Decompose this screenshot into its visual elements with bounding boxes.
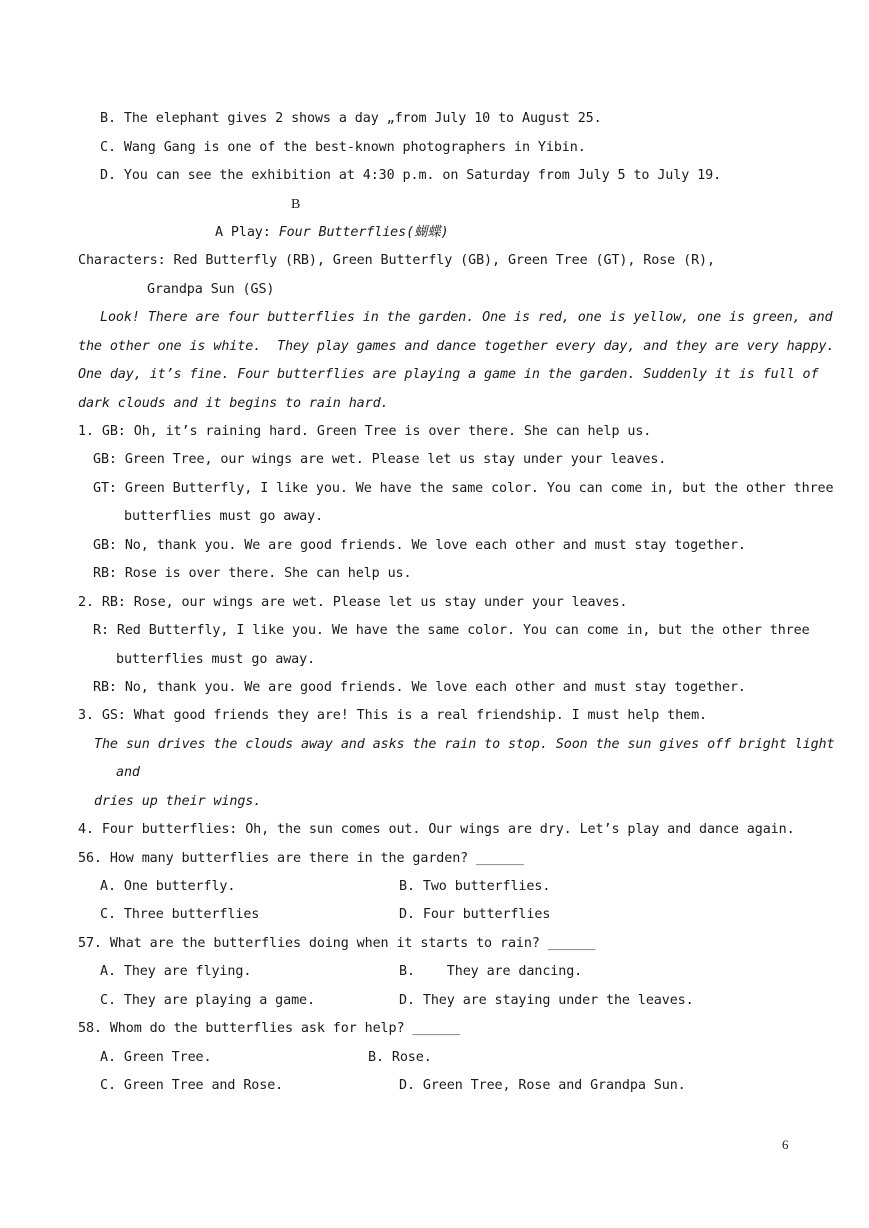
play-prefix: A Play: <box>215 225 279 240</box>
dialogue-line: 4. Four butterflies: Oh, the sun comes out. Our wings are dry. Let’s play and dance again. <box>78 822 795 837</box>
dialogue-line: GB: No, thank you. We are good friends. We love each other and must stay together. <box>93 538 746 553</box>
intro-line: Look! There are four butterflies in the garden. One is red, one is yellow, one is green, and <box>100 310 833 325</box>
characters-line-2: Grandpa Sun (GS) <box>147 282 275 297</box>
dialogue-line: R: Red Butterfly, I like you. We have the same color. You can come in, but the other three <box>93 623 810 638</box>
intro-line: One day, it’s fine. Four butterflies are playing a game in the garden. Suddenly it is full of <box>78 367 819 382</box>
question-56-option-c: C. Three butterflies <box>100 907 260 922</box>
dialogue-line: butterflies must go away. <box>124 509 324 524</box>
dialogue-line: RB: No, thank you. We are good friends. We love each other and must stay together. <box>93 680 746 695</box>
prev-option-b: B. The elephant gives 2 shows a day „from July 10 to August 25. <box>100 111 602 126</box>
question-58-stem: 58. Whom do the butterflies ask for help? ______ <box>78 1021 461 1036</box>
question-58-option-a: A. Green Tree. <box>100 1050 212 1065</box>
question-57-option-c: C. They are playing a game. <box>100 993 315 1008</box>
characters-line-1: Characters: Red Butterfly (RB), Green Butterfly (GB), Green Tree (GT), Rose (R), <box>78 253 715 268</box>
dialogue-line: 3. GS: What good friends they are! This is a real friendship. I must help them. <box>78 708 707 723</box>
narration-line: and <box>116 765 140 780</box>
prev-option-d: D. You can see the exhibition at 4:30 p.m. on Saturday from July 5 to July 19. <box>100 168 722 183</box>
question-57-stem: 57. What are the butterflies doing when it starts to rain? ______ <box>78 936 596 951</box>
question-58-option-b: B. Rose. <box>368 1050 432 1065</box>
question-58-option-c: C. Green Tree and Rose. <box>100 1078 284 1093</box>
play-heading <box>215 225 449 241</box>
dialogue-line: butterflies must go away. <box>116 652 316 667</box>
play-title: Four Butterflies(蝴蝶) <box>278 225 449 240</box>
narration-line: The sun drives the clouds away and asks the rain to stop. Soon the sun gives off bright light <box>94 737 835 752</box>
page-number: 6 <box>782 1137 789 1152</box>
question-56-option-b: B. Two butterflies. <box>399 879 551 894</box>
narration-line: dries up their wings. <box>94 794 262 809</box>
question-57-option-a: A. They are flying. <box>100 964 252 979</box>
dialogue-line: GT: Green Butterfly, I like you. We have the same color. You can come in, but the other three <box>93 481 834 496</box>
dialogue-line: 1. GB: Oh, it’s raining hard. Green Tree is over there. She can help us. <box>78 424 652 439</box>
dialogue-line: 2. RB: Rose, our wings are wet. Please let us stay under your leaves. <box>78 595 628 610</box>
question-57-option-b: B. They are dancing. <box>399 964 583 979</box>
question-56-option-a: A. One butterfly. <box>100 879 236 894</box>
question-56-option-d: D. Four butterflies <box>399 907 551 922</box>
prev-option-c: C. Wang Gang is one of the best-known photographers in Yibin. <box>100 140 586 155</box>
intro-line: dark clouds and it begins to rain hard. <box>78 396 389 411</box>
dialogue-line: RB: Rose is over there. She can help us. <box>93 566 412 581</box>
question-57-option-d: D. They are staying under the leaves. <box>399 993 694 1008</box>
section-letter: B <box>291 197 301 212</box>
question-58-option-d: D. Green Tree, Rose and Grandpa Sun. <box>399 1078 686 1093</box>
dialogue-line: GB: Green Tree, our wings are wet. Please let us stay under your leaves. <box>93 452 667 467</box>
question-56-stem: 56. How many butterflies are there in the garden? ______ <box>78 851 524 866</box>
intro-line: the other one is white. They play games and dance together every day, and they are very happy. <box>78 339 835 354</box>
